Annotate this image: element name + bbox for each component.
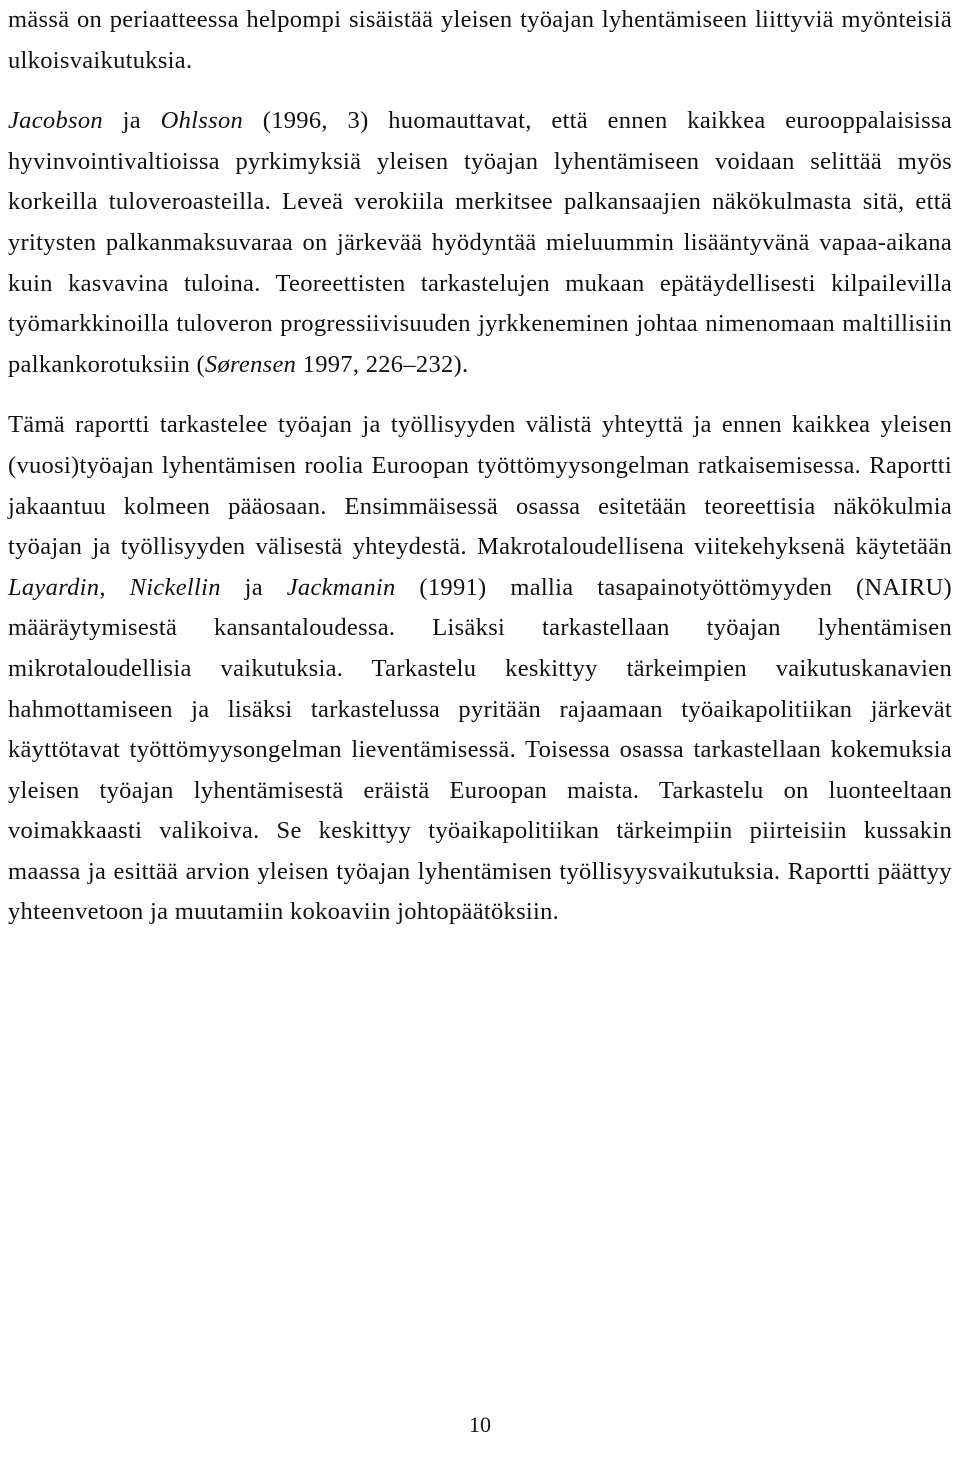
page-number: 10 xyxy=(469,1412,491,1437)
document-body xyxy=(8,0,952,933)
paragraph-2 xyxy=(8,101,952,385)
paragraph-3-text-2: (1991) mallia tasapainotyöttömyyden (NAIRU) määräytymisestä kansantaloudessa. Lisäksi tarkastellaan työajan lyhentämisen mikrotaloudellisia vaikutuksia. Tarkastelu keskittyy tärkeimpien vaikutuskanavien hahmottamiseen ja lisäksi tarkastelussa pyritään rajaamaan työaikapolitiikan järkevät käyttötavat työttömyysongelman lieventämisessä. Toisessa osassa tarkastellaan kokemuksia yleisen työajan lyhentämisestä eräistä Euroopan maista. Tarkastelu on luonteeltaan voimakkaasti valikoiva. Se keskittyy työaikapolitiikan tärkeimpiin piirteisiin kussakin maassa ja esittää arvion yleisen työajan lyhentämisen työllisyysvaikutuksia. Raportti päättyy yhteenvetoon ja muutamiin kokoaviin johtopäätöksiin. xyxy=(8,573,952,926)
paragraph-3-text-1: Tämä raportti tarkastelee työajan ja työllisyyden välistä yhteyttä ja ennen kaikkea yleisen (vuosi)työajan lyhentämisen roolia Euroopan työttömyysongelman ratkaisemisessa. Raportti jakaantuu kolmeen pääosaan. Ensimmäisessä osassa esitetään teoreettisia näkökulmia työajan ja työllisyyden välisestä yhteydestä. Makrotaloudellisena viitekehyksenä käytetään xyxy=(8,411,952,561)
author-jacobson: Jacobson xyxy=(8,107,103,135)
paragraph-1 xyxy=(8,0,952,81)
paragraph-2-text-1: (1996, 3) huomauttavat, että ennen kaikkea eurooppalaisissa hyvinvointivaltioissa pyrkimyksiä yleisen työajan lyhentämiseen voidaan selittää myös korkeilla tuloveroasteilla. Leveä verokiila merkitsee palkansaajien näkökulmasta sitä, että yritysten palkanmaksuvaraa on järkevää hyödyntää mieluummin lisääntyvänä vapaa-aikana kuin kasvavina tuloina. Teoreettisten tarkastelujen mukaan epätäydellisesti kilpailevilla työmarkkinoilla tuloveron progressiivisuuden jyrkkeneminen johtaa nimenomaan maltillisiin palkankorotuksiin ( xyxy=(8,107,952,378)
paragraph-2-conj-1: ja xyxy=(102,107,161,135)
author-ohlsson: Ohlsson xyxy=(160,107,244,135)
paragraph-3-conj-1: ja xyxy=(220,573,287,601)
paragraph-3 xyxy=(8,405,952,933)
author-sorensen: Sørensen xyxy=(204,350,297,378)
author-nickellin: Nickellin xyxy=(129,573,221,601)
author-layardin: Layardin xyxy=(8,573,100,601)
paragraph-3-sep-1: , xyxy=(99,573,130,601)
paragraph-2-text-2: 1997, 226–232). xyxy=(296,350,469,378)
paragraph-1-text: mässä on periaatteessa helpompi sisäistää yleisen työajan lyhentämiseen liittyviä myönteisiä ulkoisvaikutuksia. xyxy=(8,6,952,74)
author-jackmanin: Jackmanin xyxy=(286,573,396,601)
